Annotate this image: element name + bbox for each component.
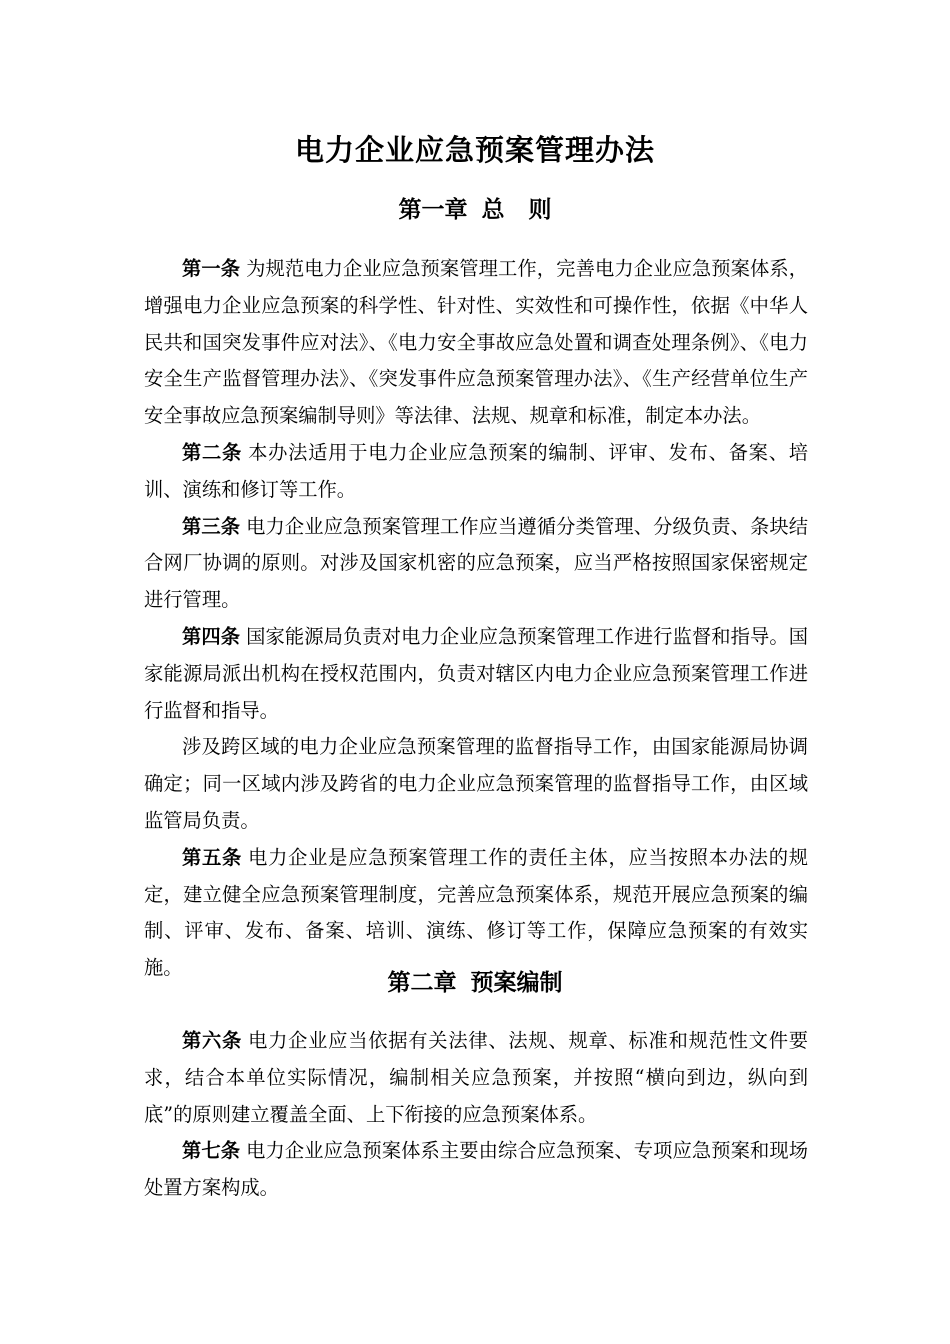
chapter-2-number: 第二章	[387, 969, 457, 996]
article-1	[144, 251, 808, 435]
article-text: 电力企业应急预案体系主要由综合应急预案、专项应急预案和现场处置方案构成。	[144, 1139, 809, 1200]
article-text: 国家能源局负责对电力企业应急预案管理工作进行监督和指导。国家能源局派出机构在授权范围内，负责对辖区内电力企业应急预案管理工作进行监督和指导。	[144, 624, 809, 722]
article-text: 涉及跨区域的电力企业应急预案管理的监督指导工作，由国家能源局协调确定；同一区域内涉及跨省的电力企业应急预案管理的监督指导工作，由区域监管局负责。	[144, 735, 808, 832]
article-text: 电力企业应急预案管理工作应当遵循分类管理、分级负责、条块结合网厂协调的原则。对涉及国家机密的应急预案，应当严格按照国家保密规定进行管理。	[144, 514, 809, 612]
article-label: 第二条	[182, 440, 243, 464]
article-6	[144, 1023, 808, 1133]
article-label: 第三条	[182, 514, 241, 538]
chapter-1-body	[144, 251, 808, 987]
article-3	[144, 509, 808, 619]
chapter-1-number: 第一章	[398, 196, 468, 223]
chapter-2-heading	[0, 965, 950, 1001]
article-text: 为规范电力企业应急预案管理工作，完善电力企业应急预案体系，增强电力企业应急预案的科学性、针对性、实效性和可操作性，依据《中华人民共和国突发事件应对法》、《电力安全事故应急处置和调查处理条例》、《电力安全生产监督管理办法》、《突发事件应急预案管理办法》、《生产经营单位生产安全事故应急预案编制导则》等法律、法规、规章和标准，制定本办法。	[144, 257, 809, 428]
chapter-1-title-part2: 则	[528, 196, 552, 223]
article-label: 第六条	[182, 1029, 243, 1052]
article-4	[144, 619, 808, 729]
article-text: 电力企业应当依据有关法律、法规、规章、标准和规范性文件要求，结合本单位实际情况，编制相关应急预案，并按照“横向到边，纵向到底”的原则建立覆盖全面、上下衔接的应急预案体系。	[144, 1029, 809, 1126]
article-label: 第一条	[182, 257, 241, 280]
article-label: 第四条	[182, 624, 241, 648]
chapter-1-title-part1: 总	[481, 196, 505, 223]
article-2	[144, 435, 808, 509]
article-4-paragraph-2	[144, 729, 808, 839]
article-label: 第五条	[182, 845, 243, 869]
article-text: 本办法适用于电力企业应急预案的编制、评审、发布、备案、培训、演练和修订等工作。	[144, 440, 809, 501]
chapter-1-heading	[0, 192, 950, 228]
chapter-2-body	[144, 1023, 808, 1207]
article-text: 电力企业是应急预案管理工作的责任主体，应当按照本办法的规定，建立健全应急预案管理制度，完善应急预案体系，规范开展应急预案的编制、评审、发布、备案、培训、演练、修订等工作，保障应急预案的有效实施。	[144, 845, 809, 980]
document-title: 电力企业应急预案管理办法	[294, 133, 655, 167]
chapter-2-title: 预案编制	[470, 969, 563, 996]
article-7	[144, 1133, 808, 1207]
article-label: 第七条	[182, 1139, 241, 1163]
